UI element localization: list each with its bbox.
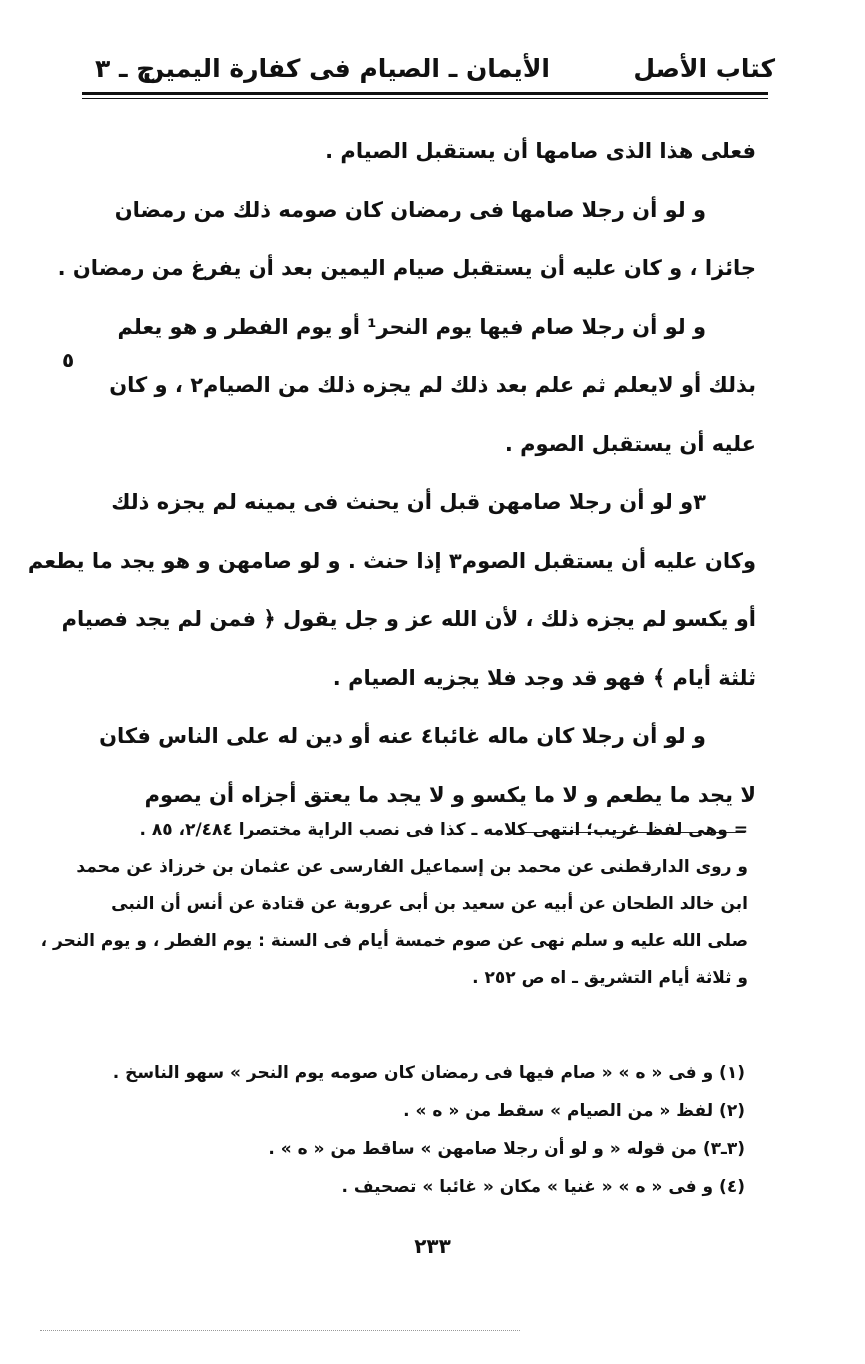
text-line: فعلى هذا الذى صامها أن يستقبل الصيام .	[325, 139, 756, 163]
text-line: و لو أن رجلا صامها فى رمضان كان صومه ذلك من رمضان	[114, 197, 706, 222]
footnote-3: (٣ـ٣) من قوله « و لو أن رجلا صامهن » ساقط من « ه » .	[268, 1139, 745, 1159]
scan-edge-dots	[40, 1330, 520, 1332]
text-line: ثلثة أيام ﴾ فهو قد وجد فلا يجزيه الصيام .	[332, 665, 756, 690]
note-line: صلى الله عليه و سلم نهى عن صوم خمسة أيام فى السنة : يوم الفطر ، و يوم النحر ،	[40, 931, 748, 951]
note-line: ابن خالد الطحان عن أبيه عن سعيد بن أبى عروبة عن قتادة عن أنس أن النبى	[111, 894, 748, 914]
continued-notes	[40, 812, 748, 997]
footnote-2: (٢) لفظ « من الصيام » سقط من « ه » .	[403, 1101, 745, 1121]
chapter-title: الأيمان ـ الصيام فى كفارة اليمين	[143, 54, 550, 83]
text-line: أو يكسو لم يجزه ذلك ، لأن الله عز و جل يقول ﴿ فمن لم يجد فصيام	[61, 607, 756, 631]
volume-label: ج ـ ٣	[95, 54, 155, 83]
header-rule	[82, 92, 768, 95]
note-line: و روى الدارقطنى عن محمد بن إسماعيل الفارسى عن عثمان بن خرزاذ عن محمد	[76, 857, 748, 877]
main-text	[27, 122, 756, 824]
text-line: ٣و لو أن رجلا صامهن قبل أن يحنث فى يمينه لم يجزه ذلك	[111, 490, 706, 514]
book-title: كتاب الأصل	[633, 54, 775, 83]
text-line: لا يجد ما يطعم و لا ما يكسو و لا يجد ما يعتق أجزاه أن يصوم	[144, 782, 756, 807]
margin-line-number: ٥	[62, 348, 75, 372]
text-line: و لو أن رجلا صام فيها يوم النحر¹ أو يوم الفطر و هو يعلم	[117, 314, 706, 339]
header-rule-thin	[82, 98, 768, 99]
text-line: جائزا ، و كان عليه أن يستقبل صيام اليمين بعد أن يفرغ من رمضان .	[57, 256, 756, 280]
text-line: بذلك أو لايعلم ثم علم بعد ذلك لم يجزه ذلك من الصيام٢ ، و كان	[109, 373, 756, 397]
text-line: و لو أن رجلا كان ماله غائبا٤ عنه أو دين له على الناس فكان	[99, 724, 706, 748]
note-line: = وهى لفظ غريب؛ انتهى كلامه ـ كذا فى نصب الراية مختصرا ٢/٤٨٤، ٨٥ .	[139, 820, 748, 840]
text-line: عليه أن يستقبل الصوم .	[504, 431, 756, 456]
footnote-4: (٤) و فى « ه » « غنيا » مكان « غائبا » تصحيف .	[341, 1177, 745, 1197]
note-line: و ثلاثة أيام التشريق ـ اه ص ٢٥٢ .	[472, 968, 748, 988]
footnotes	[112, 1054, 745, 1206]
text-line: وكان عليه أن يستقبل الصوم٣ إذا حنث . و لو صامهن و هو يجد ما يطعم	[27, 548, 756, 573]
footnote-1: (١) و فى « ه » « صام فيها فى رمضان كان صومه يوم النحر » سهو الناسخ .	[112, 1063, 745, 1083]
page-number: ٢٣٣	[414, 1234, 451, 1258]
running-header	[95, 48, 775, 92]
